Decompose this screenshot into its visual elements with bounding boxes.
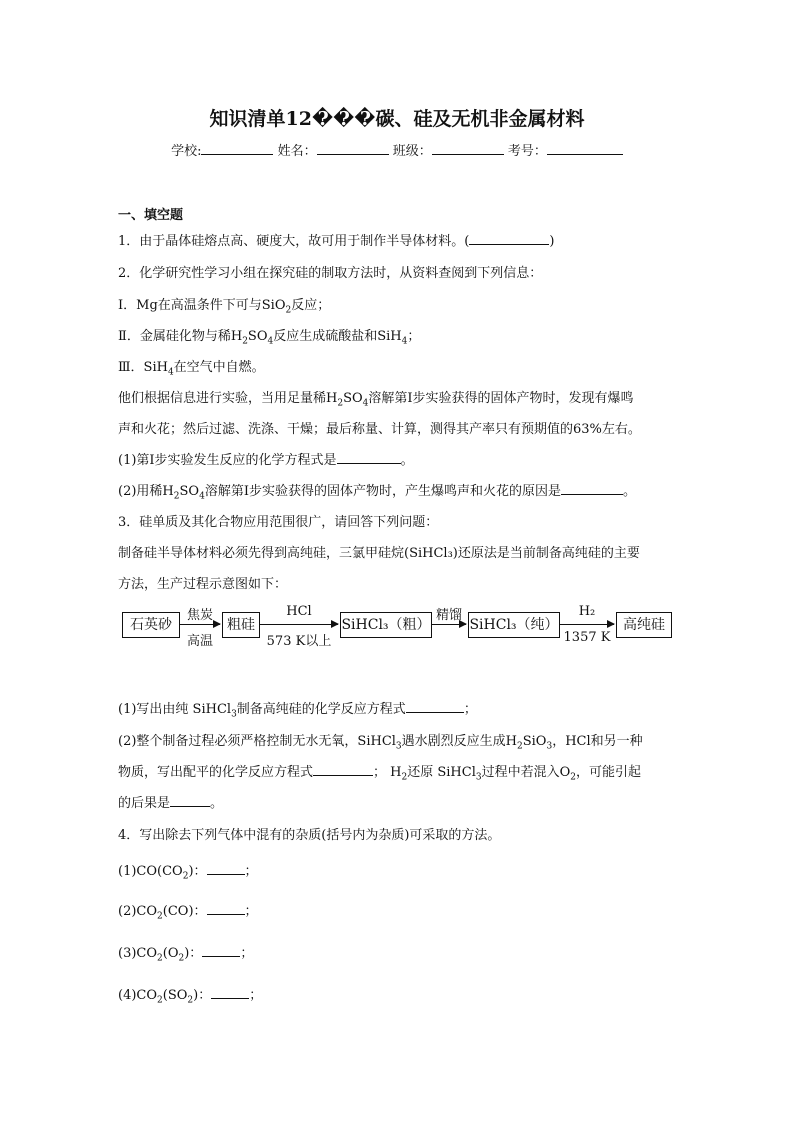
subscript: 2 (178, 953, 185, 964)
subscript: 4 (362, 398, 369, 409)
question-4-intro: 4．写出除去下列气体中混有的杂质(括号内为杂质)可采取的方法。 (118, 828, 501, 843)
text: (3)CO (118, 946, 158, 961)
text: 。 (400, 453, 414, 468)
q4-item-1-blank[interactable] (207, 861, 245, 875)
text: 在空气中自燃。 (173, 360, 265, 375)
q4-item-4 (118, 984, 262, 1006)
text: Ⅱ．金属硅化物与稀H (118, 329, 243, 344)
text: (2)整个制备过程必须严格控制无水无氧，SiHCl (118, 734, 396, 749)
text: ； H (373, 765, 402, 780)
class-label: 班级： (392, 144, 432, 159)
q4-item-4-blank[interactable] (211, 985, 249, 999)
subscript: 3 (546, 741, 553, 752)
flow-box-quartz-sand: 石英砂 (122, 612, 180, 638)
subscript: 3 (231, 709, 237, 720)
subscript: 3 (475, 772, 482, 783)
q3-sub2-consequence-blank[interactable] (170, 793, 210, 807)
flow-arrow-4-top-label: H₂ (578, 604, 596, 619)
q2-subquestion-2 (118, 480, 636, 502)
name-blank[interactable] (317, 141, 389, 155)
text: (SO (162, 988, 188, 1003)
school-blank[interactable] (201, 141, 273, 155)
text: 遇水剧烈反应生成H (401, 734, 517, 749)
subscript: 2 (570, 772, 577, 783)
q2-paragraph-line-1 (118, 387, 634, 409)
text: 溶解第Ⅰ步实验获得的固体产物时，发现有爆鸣 (368, 391, 634, 406)
q4-item-2-blank[interactable] (207, 901, 245, 915)
text: Ⅰ．Mg在高温条件下可与SiO (118, 298, 286, 313)
text: SiO (522, 734, 547, 749)
page-title: 知识清单12���碳、硅及无机非金属材料 (209, 108, 585, 130)
question-1 (118, 230, 554, 249)
q3-paragraph-line-1: 制备硅半导体材料必须先得到高纯硅，三氯甲硅烷(SiHCl₃)还原法是当前制备高纯硅的主要 (118, 546, 640, 561)
q4-item-3 (118, 942, 253, 964)
flow-arrow-4-bottom-label: 1357 K (563, 630, 611, 645)
q4-item-1 (118, 860, 258, 882)
text: 物质，写出配平的化学反应方程式 (118, 765, 314, 780)
name-label: 姓名： (277, 144, 317, 159)
text: ； (249, 988, 263, 1003)
text: SO (247, 329, 268, 344)
text: (2)用稀H (118, 484, 174, 499)
exam-number-label: 考号： (507, 144, 547, 159)
q2-paragraph-line-2: 声和火花；然后过滤、洗涤、干燥；最后称量、计算，测得其产率只有预期值的63%左右。 (118, 422, 641, 437)
q3-subquestion-2-line-3 (118, 792, 223, 811)
q3-subquestion-2-line-1 (118, 730, 643, 752)
text: ； (240, 946, 254, 961)
subscript: 2 (517, 741, 523, 752)
text: 反应； (291, 298, 331, 313)
q1-close-paren: ) (549, 234, 555, 249)
q3-sub1-blank[interactable] (406, 699, 464, 713)
subscript: 2 (157, 953, 163, 964)
subscript: 4 (401, 336, 408, 347)
subscript: 2 (337, 398, 344, 409)
text: ，可能引起 (576, 765, 642, 780)
q2-sub1-blank[interactable] (337, 450, 401, 464)
class-blank[interactable] (432, 141, 504, 155)
subscript: 4 (267, 336, 274, 347)
text: (4)CO (118, 988, 158, 1003)
text: SO (343, 391, 363, 406)
q4-item-3-blank[interactable] (202, 943, 240, 957)
q1-answer-blank[interactable] (469, 231, 549, 245)
subscript: 3 (395, 741, 402, 752)
q4-item-2 (118, 900, 258, 922)
section-heading: 一、填空题 (118, 208, 184, 223)
q3-subquestion-2-line-2 (118, 761, 641, 783)
text: 。 (210, 796, 224, 811)
subscript: 2 (187, 995, 194, 1006)
text: ； (407, 329, 421, 344)
subscript: 2 (285, 305, 292, 316)
subscript: 2 (401, 772, 408, 783)
subscript: 2 (242, 336, 248, 347)
text: 反应生成硫酸盐和SiH (273, 329, 402, 344)
flow-arrow-4 (560, 624, 614, 625)
school-label: 学校: (171, 144, 202, 159)
q3-sub2-equation-blank[interactable] (313, 762, 373, 776)
subscript: 4 (167, 367, 174, 378)
text: )： (184, 946, 203, 961)
text: )： (193, 988, 212, 1003)
text: (1)写出由纯 SiHCl (118, 702, 232, 717)
flow-arrow-1 (180, 624, 220, 625)
question-2-intro: 2．化学研究性学习小组在探究硅的制取方法时，从资料查阅到下列信息： (118, 266, 543, 281)
text: ； (463, 702, 477, 717)
flow-arrow-2-top-label: HCl (286, 604, 312, 619)
flow-box-crude-silicon: 粗硅 (222, 612, 260, 638)
q2-sub2-blank[interactable] (561, 481, 623, 495)
exam-number-blank[interactable] (547, 141, 623, 155)
q2-info-1 (118, 294, 330, 316)
text: ； (244, 864, 258, 879)
flow-arrow-2-bottom-label: 573 K以上 (266, 634, 332, 649)
subscript: 2 (173, 491, 180, 502)
flow-arrow-3 (432, 624, 466, 625)
q2-info-3 (118, 356, 265, 378)
student-info-line (0, 140, 794, 159)
flow-arrow-2 (260, 624, 338, 625)
subscript: 4 (199, 491, 205, 502)
text: 过程中若混入O (481, 765, 571, 780)
q2-info-2 (118, 325, 420, 347)
text: 。 (622, 484, 636, 499)
text: (1)第Ⅰ步实验发生反应的化学方程式是 (118, 453, 337, 468)
text: )： (188, 864, 207, 879)
q3-subquestion-1 (118, 698, 477, 720)
q3-paragraph-line-2: 方法，生产过程示意图如下： (118, 577, 288, 592)
text: (1)CO(CO (118, 864, 183, 879)
subscript: 2 (157, 911, 163, 922)
question-3-intro: 3．硅单质及其化合物应用范围很广，请回答下列问题： (118, 515, 439, 530)
text: 的后果是 (118, 796, 171, 811)
text: 他们根据信息进行实验，当用足量稀H (118, 391, 338, 406)
q1-text: 1．由于晶体硅熔点高、硬度大，故可用于制作半导体材料。( (118, 234, 470, 249)
subscript: 2 (182, 871, 189, 882)
flow-box-pure-silicon: 高纯硅 (616, 612, 672, 638)
text: 还原 SiHCl (407, 765, 476, 780)
flow-arrow-1-bottom-label: 高温 (186, 634, 213, 649)
text: 制备高纯硅的化学反应方程式 (236, 702, 406, 717)
text: Ⅲ．SiH (118, 360, 168, 375)
flow-box-sihcl3-pure: SiHCl₃（纯） (468, 612, 560, 638)
text: ，HCl和另一种 (552, 734, 643, 749)
text: SO (179, 484, 200, 499)
text: (CO)： (162, 904, 207, 919)
text: (2)CO (118, 904, 158, 919)
production-flow-diagram (118, 602, 678, 650)
flow-arrow-3-top-label: 精馏 (435, 608, 462, 623)
subscript: 2 (157, 995, 163, 1006)
flow-box-sihcl3-crude: SiHCl₃（粗） (340, 612, 432, 638)
text: 溶解第Ⅰ步实验获得的固体产物时，产生爆鸣声和火花的原因是 (204, 484, 561, 499)
flow-arrow-1-top-label: 焦炭 (186, 608, 213, 623)
text: ； (244, 904, 258, 919)
q2-subquestion-1 (118, 449, 414, 468)
text: (O (162, 946, 179, 961)
